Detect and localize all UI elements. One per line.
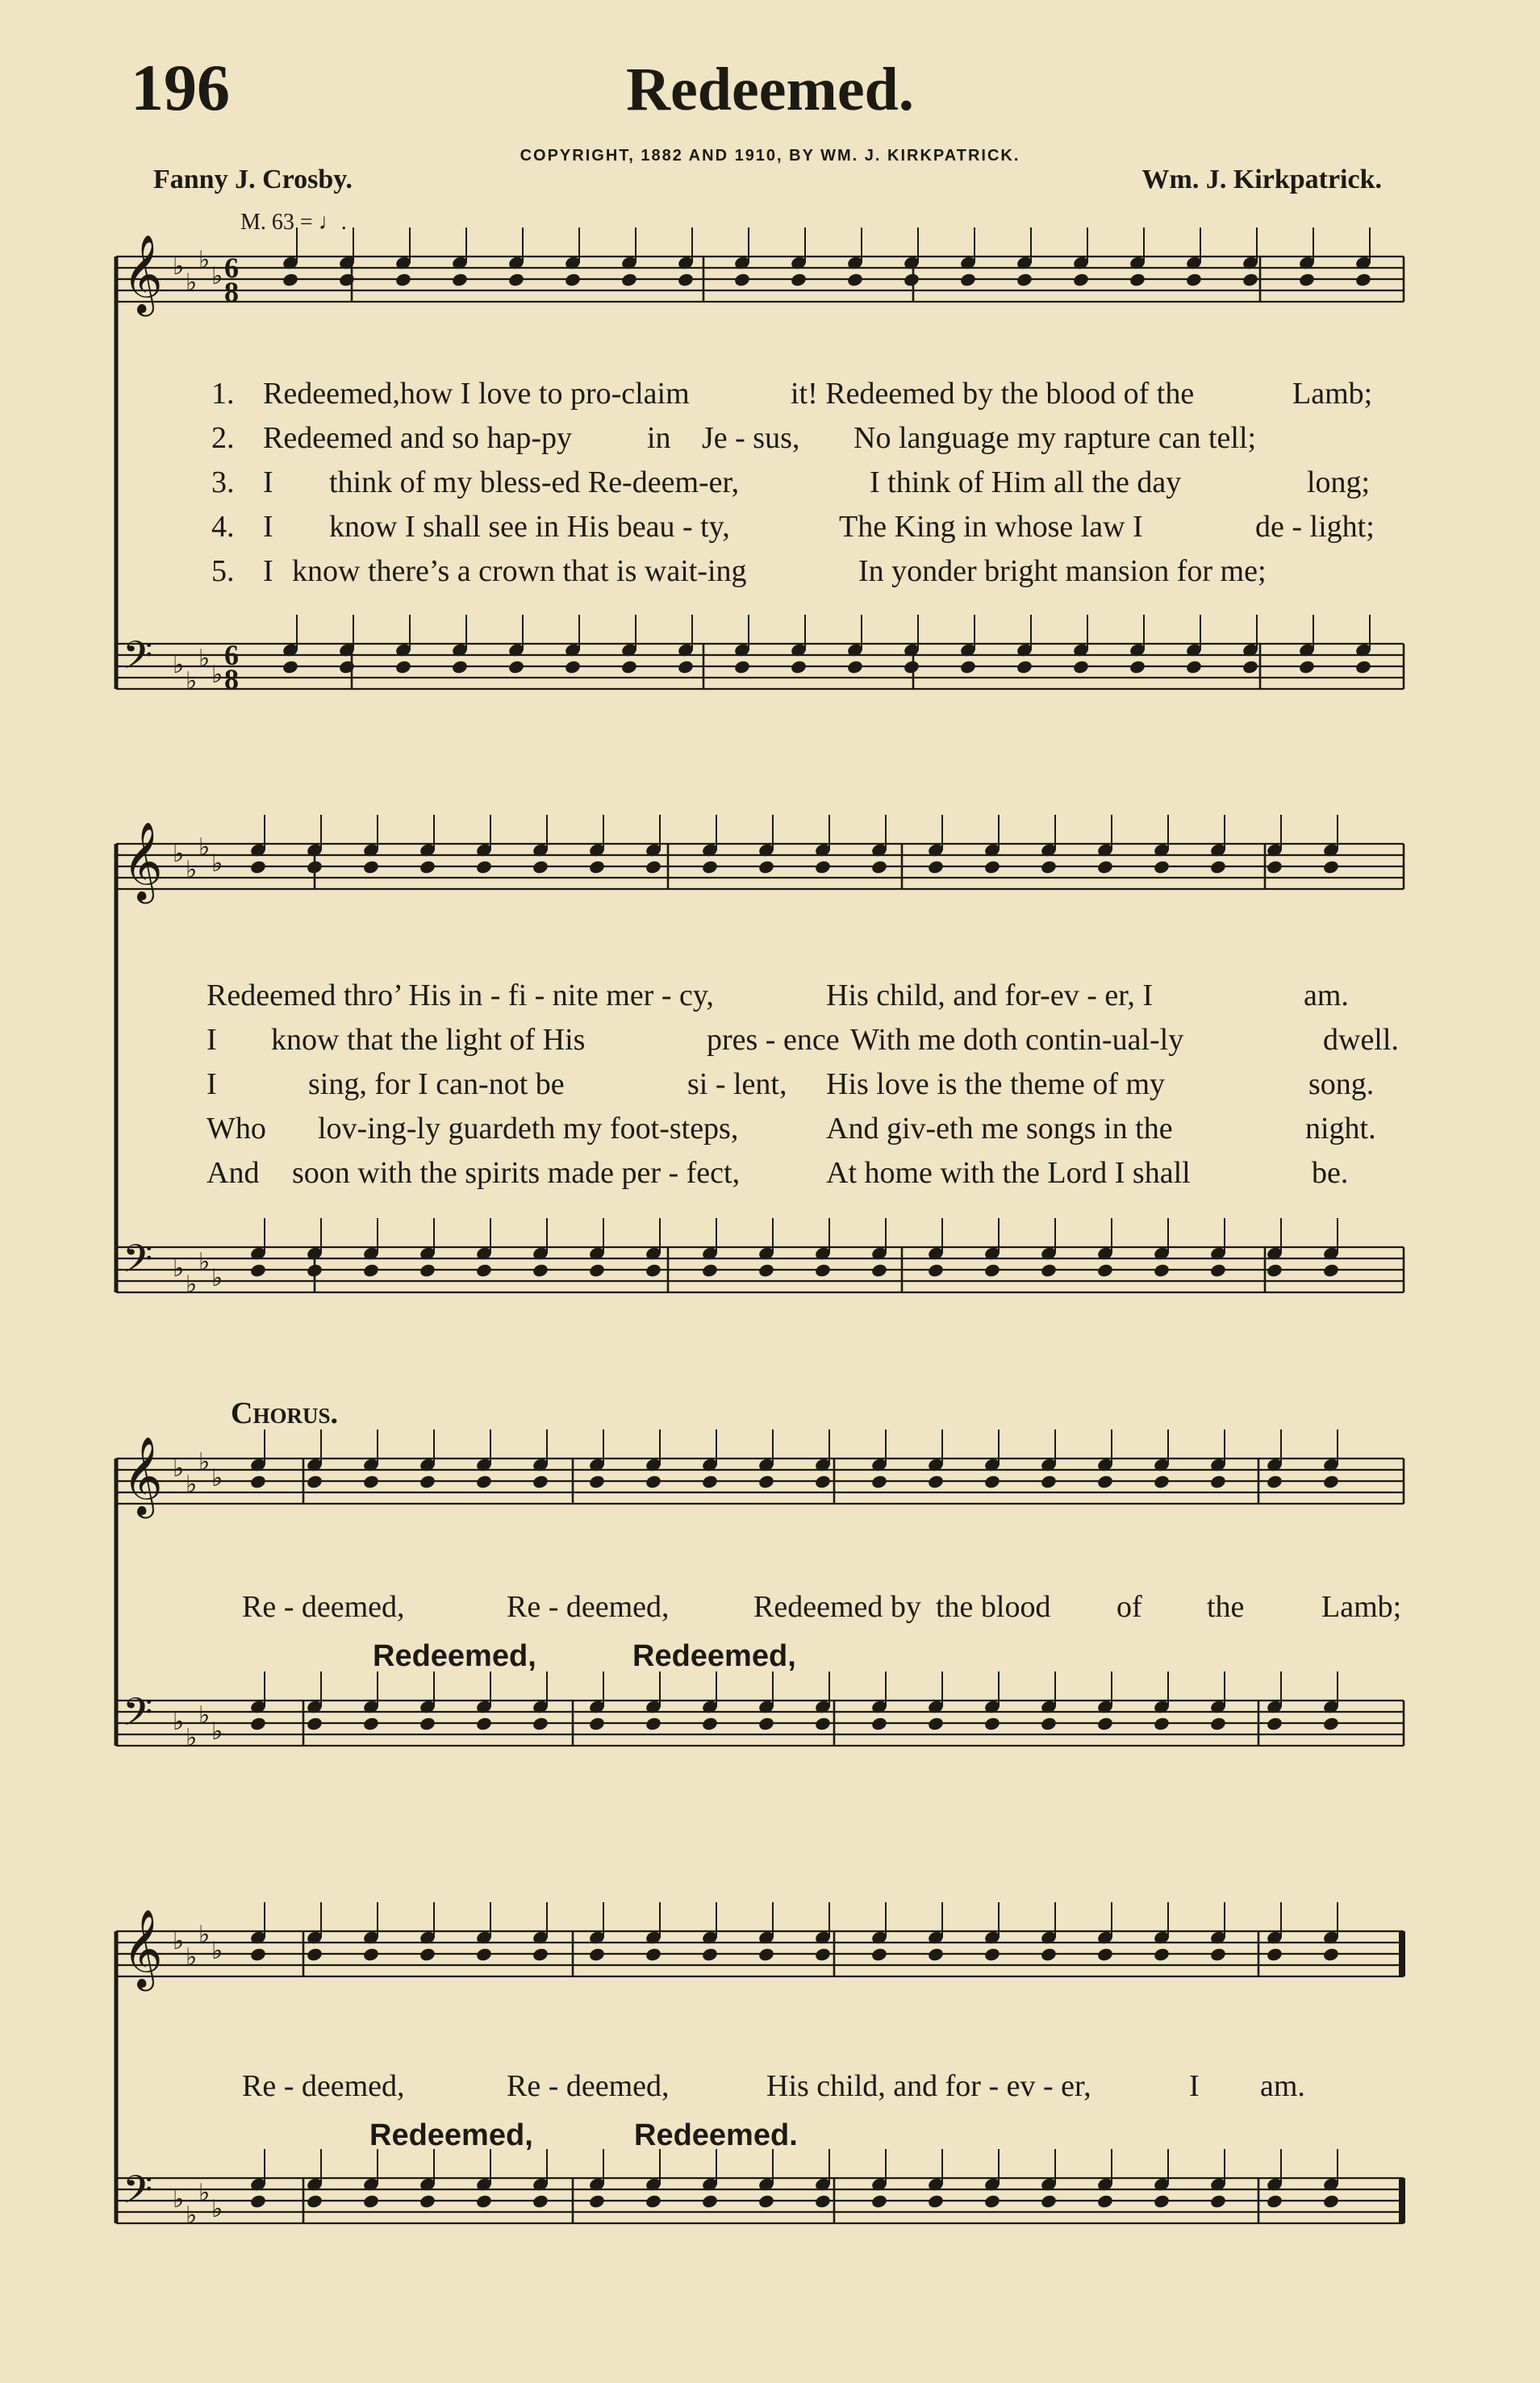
note-head [588,1262,606,1278]
note-head [1322,859,1340,874]
note-head [757,1474,775,1489]
note-head [362,2193,380,2209]
bass-clef-icon: 𝄢 [123,1236,153,1291]
bass-staff-3 [116,1689,1404,1751]
note-head [677,272,695,287]
note-head [532,1716,549,1731]
note-head [1209,1716,1227,1731]
note-head [870,1262,888,1278]
note-head [1096,1262,1114,1278]
note-head [282,659,299,674]
flat-icon: ♭ [186,1471,198,1498]
verse-line-2: 2. Redeemed and so hap-py in Je - sus, No language my rapture can tell; [211,421,1257,455]
note-head [249,859,267,874]
flat-icon: ♭ [211,661,223,688]
verse-line-1b: Redeemed thro’ His in - fi - nite mer - cy, His child, and for-ev - er, I am. [207,979,1349,1012]
note-head [306,1262,323,1278]
flat-icon: ♭ [173,253,185,280]
treble-clef-icon: 𝄞 [123,821,163,900]
note-head [249,1474,267,1489]
note-head [1209,1474,1227,1489]
bass-staff-2 [116,1236,1404,1298]
note-head [1153,1474,1171,1489]
flat-icon: ♭ [173,1255,185,1282]
treble-clef-icon: 𝄞 [123,1436,163,1515]
note-head [249,1716,267,1731]
note-head [983,859,1001,874]
note-head [564,272,582,287]
time-signature-top: 6 [224,252,239,284]
flat-icon: ♭ [173,1455,185,1482]
note-head [1298,659,1316,674]
note-head [419,1947,436,1962]
note-head [1354,272,1372,287]
time-signature-top-bass: 6 [224,639,239,671]
note-head [1072,659,1090,674]
note-head [1096,2193,1114,2209]
flat-icon: ♭ [198,2180,211,2206]
note-head [1153,1947,1171,1962]
note-head [983,1474,1001,1489]
treble-staff-3 [116,1436,1404,1518]
note-head [338,659,356,674]
note-head [814,1947,832,1962]
note-head [532,2193,549,2209]
note-head [870,1474,888,1489]
note-head [701,1474,719,1489]
flat-icon: ♭ [186,668,198,695]
verse-line-1: 1. Redeemed,how I love to pro-claim it! Redeemed by the blood of the Lamb; [211,377,1373,411]
note-head [475,1474,493,1489]
note-head [588,2193,606,2209]
note-head [249,2193,267,2209]
note-head [306,1947,323,1962]
hymn-title: Redeemed. [626,56,914,123]
treble-clef-icon: 𝄞 [123,1909,163,1988]
treble-clef-icon: 𝄞 [123,234,163,313]
note-head [282,272,299,287]
flat-icon: ♭ [186,1725,198,1751]
flat-icon: ♭ [186,857,198,883]
verse-line-4b: Who lov-ing-ly guardeth my foot-steps, And giv-eth me songs in the night. [207,1112,1376,1146]
flat-icon: ♭ [198,1922,211,1948]
note-head [1185,659,1203,674]
note-head [903,659,920,674]
note-head [927,2193,945,2209]
note-head [451,659,469,674]
flat-icon: ♭ [211,263,223,290]
flat-icon: ♭ [173,841,185,867]
verse-line-3b: I sing, for I can-not be si - lent, His love is the theme of my song. [207,1067,1375,1101]
note-head [306,2193,323,2209]
note-head [870,2193,888,2209]
verse-line-5b: And soon with the spirits made per - fect, At home with the Lord I shall be. [207,1156,1349,1190]
note-head [927,1262,945,1278]
note-head [870,1947,888,1962]
bass-clef-icon: 𝄢 [123,2167,153,2222]
note-head [620,272,638,287]
note-head [983,2193,1001,2209]
note-head [1266,1947,1283,1962]
note-head [846,272,864,287]
treble-staff-2 [116,821,1404,904]
note-head [757,859,775,874]
flat-icon: ♭ [173,1928,185,1955]
note-head [846,659,864,674]
flat-icon: ♭ [186,1944,198,1971]
note-head [983,1947,1001,1962]
note-head [1129,659,1146,674]
note-head [959,272,977,287]
bass-clef-icon: 𝄢 [123,1689,153,1744]
note-head [419,1474,436,1489]
note-head [1072,272,1090,287]
note-head [790,659,808,674]
verse-line-5: 5. I know there’s a crown that is wait-ing In yonder bright mansion for me; [211,554,1267,588]
note-head [1185,272,1203,287]
treble-staff-1 [116,234,1404,316]
note-head [338,272,356,287]
note-head [1209,2193,1227,2209]
hymn-number: 196 [131,51,230,124]
note-head [1298,272,1316,287]
note-head [814,1262,832,1278]
note-head [1153,1262,1171,1278]
note-head [645,1947,662,1962]
note-head [394,659,412,674]
bass-staff-1 [116,632,1404,695]
note-head [475,1716,493,1731]
note-head [1242,659,1259,674]
note-head [903,272,920,287]
chorus-label: Chorus. [231,1396,338,1430]
note-head [475,2193,493,2209]
note-head [1266,2193,1283,2209]
note-head [1209,1947,1227,1962]
note-head [870,1716,888,1731]
note-head [814,1474,832,1489]
note-head [757,1947,775,1962]
composer-name: Wm. J. Kirkpatrick. [1141,165,1382,194]
note-head [306,859,323,874]
note-head [790,272,808,287]
flat-icon: ♭ [173,1709,185,1735]
note-head [419,859,436,874]
chorus-line-2: Re - deemed, Re - deemed, His child, and for - ev - er, I am. [242,2069,1305,2103]
note-head [1266,1474,1283,1489]
note-head [645,1474,662,1489]
lyricist-name: Fanny J. Crosby. [153,165,353,194]
flat-icon: ♭ [211,2196,223,2222]
note-head [927,1716,945,1731]
note-head [507,272,525,287]
note-head [927,859,945,874]
note-head [588,1716,606,1731]
flat-icon: ♭ [211,850,223,877]
note-head [419,1716,436,1731]
note-head [927,1947,945,1962]
note-head [1040,859,1058,874]
note-head [1129,272,1146,287]
note-head [306,1716,323,1731]
note-head [419,1262,436,1278]
note-head [701,1947,719,1962]
note-head [1040,1716,1058,1731]
note-head [1040,1474,1058,1489]
note-head [1322,1262,1340,1278]
note-head [814,1716,832,1731]
note-head [1322,1716,1340,1731]
note-head [677,659,695,674]
note-head [645,2193,662,2209]
note-head [451,272,469,287]
flat-icon: ♭ [198,834,211,861]
note-head [394,272,412,287]
note-head [1322,1947,1340,1962]
note-head [814,2193,832,2209]
note-head [249,1947,267,1962]
note-head [1016,659,1033,674]
flat-icon: ♭ [198,1449,211,1475]
verse-line-4: 4. I know I shall see in His beau - ty, The King in whose law I de - light; [211,510,1375,544]
flat-icon: ♭ [198,1702,211,1729]
note-head [701,2193,719,2209]
note-head [1016,272,1033,287]
note-head [532,859,549,874]
note-head [701,1716,719,1731]
note-head [362,1262,380,1278]
flat-icon: ♭ [211,1718,223,1745]
note-head [419,2193,436,2209]
note-head [475,1947,493,1962]
note-head [1040,1262,1058,1278]
verse-line-3: 3. I think of my bless-ed Re-deem-er, I think of Him all the day long; [211,465,1371,499]
note-head [701,1262,719,1278]
note-head [532,1474,549,1489]
note-head [1096,1716,1114,1731]
flat-icon: ♭ [186,1271,198,1298]
note-head [757,1716,775,1731]
note-head [1096,1947,1114,1962]
note-head [362,859,380,874]
chorus-line-1-bass: Redeemed, Redeemed, [373,1639,796,1673]
copyright-notice: COPYRIGHT, 1882 AND 1910, BY WM. J. KIRKPATRICK. [520,147,1020,165]
note-head [1242,272,1259,287]
time-signature-bottom: 8 [224,276,239,308]
note-head [1266,1716,1283,1731]
flat-icon: ♭ [198,1249,211,1275]
note-head [757,2193,775,2209]
note-head [564,659,582,674]
note-head [1266,1262,1283,1278]
chorus-line-2-bass: Redeemed, Redeemed. [369,2118,798,2152]
note-head [588,1474,606,1489]
flat-icon: ♭ [211,1465,223,1492]
treble-staff-4 [116,1909,1405,1991]
note-head [959,659,977,674]
note-head [701,859,719,874]
note-head [1153,1716,1171,1731]
note-head [588,1947,606,1962]
chorus-line-1: Re - deemed, Re - deemed, Redeemed by the blood of the Lamb; [242,1590,1402,1624]
note-head [927,1474,945,1489]
note-head [532,1262,549,1278]
note-head [1322,2193,1340,2209]
note-head [645,859,662,874]
note-head [1153,2193,1171,2209]
note-head [983,1716,1001,1731]
flat-icon: ♭ [211,1938,223,1964]
note-head [983,1262,1001,1278]
note-head [588,859,606,874]
note-head [620,659,638,674]
note-head [1096,859,1114,874]
note-head [1153,859,1171,874]
note-head [1209,859,1227,874]
note-head [733,659,751,674]
note-head [362,1474,380,1489]
flat-icon: ♭ [198,645,211,672]
flat-icon: ♭ [186,269,198,296]
verse-line-2b: I know that the light of His pres - ence With me doth contin-ual-ly dwell. [207,1023,1399,1057]
flat-icon: ♭ [173,652,185,678]
note-head [1322,1474,1340,1489]
note-head [249,1262,267,1278]
note-head [870,859,888,874]
note-head [814,859,832,874]
note-head [532,1947,549,1962]
time-signature-bottom-bass: 8 [224,663,239,695]
note-head [733,272,751,287]
note-head [475,1262,493,1278]
note-head [475,859,493,874]
note-head [645,1716,662,1731]
bass-clef-icon: 𝄢 [123,632,153,687]
flat-icon: ♭ [173,2186,185,2213]
note-head [306,1474,323,1489]
note-head [1040,2193,1058,2209]
flat-icon: ♭ [186,2202,198,2229]
flat-icon: ♭ [198,247,211,273]
metronome-marking: M. 63 = ♩. [240,210,347,235]
note-head [1354,659,1372,674]
note-head [757,1262,775,1278]
note-head [362,1716,380,1731]
flat-icon: ♭ [211,1265,223,1292]
note-head [362,1947,380,1962]
note-head [507,659,525,674]
note-head [1266,859,1283,874]
note-head [1040,1947,1058,1962]
note-head [645,1262,662,1278]
note-head [1209,1262,1227,1278]
note-head [1096,1474,1114,1489]
bass-staff-4 [116,2167,1405,2229]
